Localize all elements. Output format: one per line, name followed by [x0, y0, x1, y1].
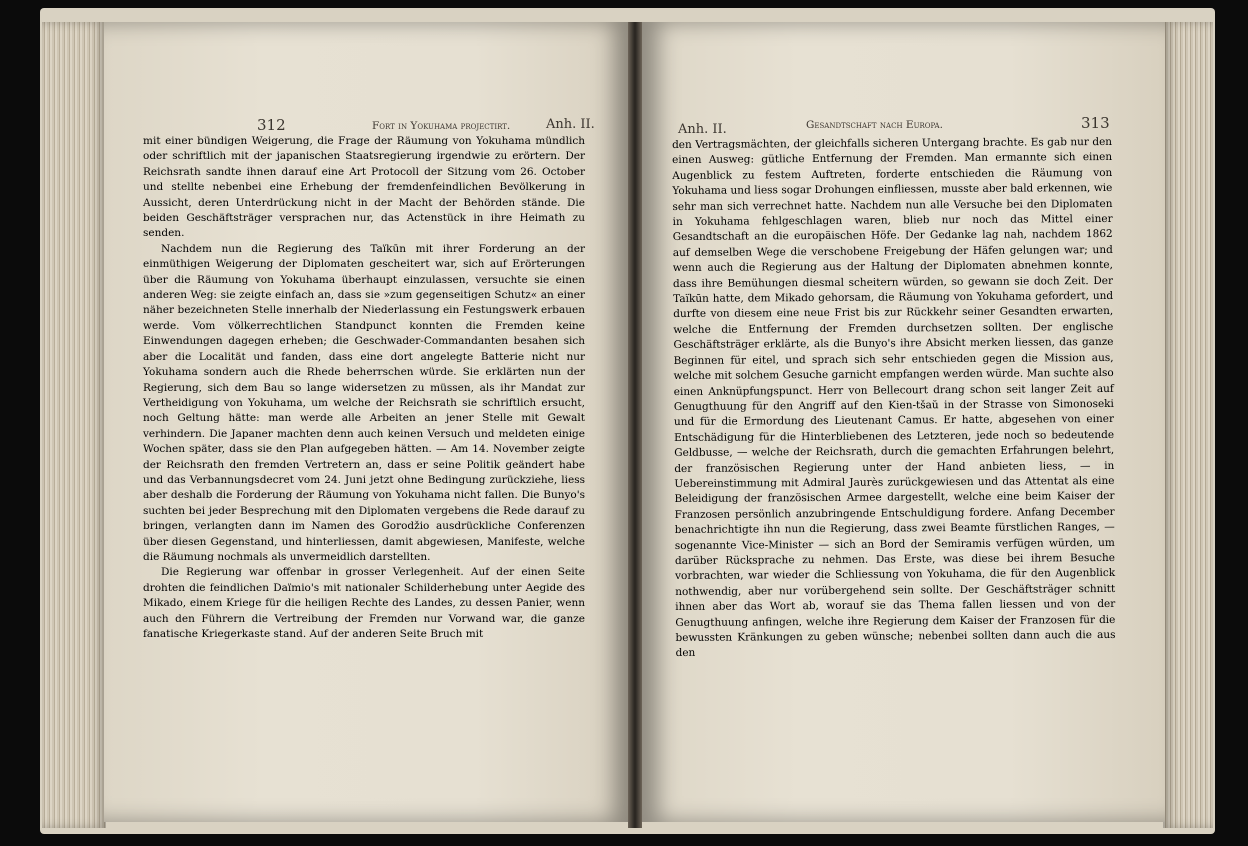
right-section-label: Anh. II.: [678, 122, 727, 137]
right-paragraph-1: den Vertragsmächten, der gleichfalls sicheren Untergang brachte. Es gab nur den einen Ausweg: gütliche Entfernung der Fremden. Man ermannte sich einen Augenblick zu festem Auftreten, forderte entschieden die Räumung von Yokuhama und liess sogar Drohungen einfliessen, musste aber bald erkennen, wie sehr man sich verrechnet hatte. Nachdem nun alle Versuche bei den Diplomaten in Yokuhama fehlgeschlagen waren, blieb nur noch das Mittel einer Gesandtschaft an die europäischen Höfe. Der Gedanke lag nah, nachdem 1862 auf demselben Wege die verschobene Freigebung der Häfen gelungen war; und wenn auch die Regierung aus der Haltung der Diplomaten abnehmen konnte, dass ihre Bemühungen diesmal scheitern würden, so gewann sie doch Zeit. Der Taïkūn hatte, dem Mikado gehorsam, die Räumung von Yokuhama gefordert, und durfte von diesem eine neue Frist bis zur Rückkehr seiner Gesandten erwarten, welche die Entfernung der Fremden durchsetzen sollten. Der englische Geschäftsträger erklärte, als die Bunyo's ihre Absicht merken liessen, das ganze Beginnen für eitel, und sprach sich sehr entschieden gegen die Mission aus, welche mit solchem Gesuche garnicht empfangen werden würde. Man suchte also einen Anknüpfungspunct. Herr von Bellecourt drang schon seit langer Zeit auf Genugthuung für den Angriff auf den Kien-tšaŭ in der Strasse von Simonoseki und für die Ermordung des Lieutenant Camus. Er hatte, abgesehen von einer Entschädigung für die Hinterbliebenen des Letzteren, jede noch so bedeutende Geldbusse, — welche der Reichsrath, durch die gemachten Erfahrungen belehrt, der französischen Regierung unter der Hand anbieten liess, — in Uebereinstimmung mit Admiral Jaurès zurückgewiesen und das Attentat als eine Beleidigung der französischen Armee dargestellt, welche eine beim Kaiser der Franzosen persönlich anzubringende Entschuldigung fordere. Anfang December benachrichtigte ihn nun die Regierung, dass zwei Beamte fürstlichen Ranges, — sogenannte Vice-Minister — sich an Bord der Semiramis verfügen würden, um darüber Rücksprache zu nehmen. Das Erste, was diese bei ihrem Besuche vorbrachten, war wieder die Schliessung von Yokuhama, die für den Augenblick nothwendig, aber nur vorübergehend sein sollte. Der Geschäftsträger schnitt ihnen aber das Wort ab, worauf sie das Thema fallen liessen und von der Genugthuung anfingen, welche ihre Regierung dem Kaiser der Franzosen für die bewussten Kränkungen zu geben wünsche; nebenbei sollten dann auch die aus den: [672, 135, 1116, 660]
left-page-number: 312: [257, 116, 286, 134]
page-edges-left: [42, 22, 106, 828]
left-page-body: [143, 134, 585, 642]
right-page-number: 313: [1081, 114, 1110, 132]
left-paragraph-2: Nachdem nun die Regierung des Taïkūn mit ihrer Forderung an der einmüthigen Weigerung der Diplomaten gescheitert war, sich auf Erörterungen über die Räumung von Yokuhama überhaupt einzulassen, versuchte sie einen anderen Weg: sie zeigte einfach an, dass sie »zum gegenseitigen Schutz« an einer näher bezeichneten Stelle innerhalb der Niederlassung ein Festungswerk erbauen werde. Vom völkerrechtlichen Standpunct konnten die Fremden keine Einwendungen dagegen erheben; die Geschwader-Commandanten besahen sich aber die Localität und fanden, dass eine dort angelegte Batterie nicht nur Yokuhama sondern auch die Rhede beherrschen würde. Sie erklärten nun der Regierung, sich dem Bau so lange widersetzen zu müssen, als ihr Mandat zur Vertheidigung von Yokuhama, um welche der Reichsrath sie schriftlich ersucht, noch Geltung hätte: man werde alle Arbeiten an jener Stelle mit Gewalt verhindern. Die Japaner machten denn auch keinen Versuch und meldeten einige Wochen später, dass sie den Plan aufgegeben hätten. — Am 14. November zeigte der Reichsrath den fremden Vertretern an, dass er seine Politik geändert habe und das Verbannungsdecret vom 24. Juni jetzt ohne Bedingung zurückziehe, liess aber deshalb die Forderung der Räumung von Yokuhama nicht fallen. Die Bunyo's suchten bei jeder Besprechung mit den Diplomaten vergebens die Rede darauf zu bringen, verlangten dann im Namen des Gorodžio ausdrückliche Conferenzen über diesen Gegenstand, und hinterliessen, damit abgewiesen, Manifeste, welche die Räumung nochmals als unvermeidlich darstellten.: [143, 242, 585, 563]
left-section-label: Anh. II.: [546, 117, 595, 132]
left-running-title: Fort in Yokuhama projectirt.: [372, 120, 511, 132]
page-edges-right: [1163, 22, 1213, 828]
left-paragraph-3: Die Regierung war offenbar in grosser Verlegenheit. Auf der einen Seite drohten die feindlichen Daïmio's mit nationaler Schilderhebung unter Aegide des Mikado, einem Kriege für die heiligen Rechte des Landes, zu dessen Panier, wenn auch den Führern die Vertreibung der Fremden nur Vorwand war, die ganze fanatische Kriegerkaste stand. Auf der anderen Seite Bruch mit: [143, 566, 585, 640]
right-running-title: Gesandtschaft nach Europa.: [806, 119, 943, 131]
book-gutter: [628, 22, 642, 828]
left-paragraph-1: mit einer bündigen Weigerung, die Frage der Räumung von Yokuhama mündlich oder schriftlich mit der japanischen Staatsregierung irgendwie zu erörtern. Der Reichsrath sandte ihnen darauf eine Art Protocoll der Sitzung vom 26. October und stellte nebenbei eine Erhebung der fremdenfeindlichen Bevölkerung in Aussicht, deren Unterdrückung nicht in der Macht der Behörden stände. Die beiden Geschäftsträger versprachen nur, das Actenstück in ihre Heimath zu senden.: [143, 135, 585, 240]
right-page-body: [672, 135, 1116, 662]
